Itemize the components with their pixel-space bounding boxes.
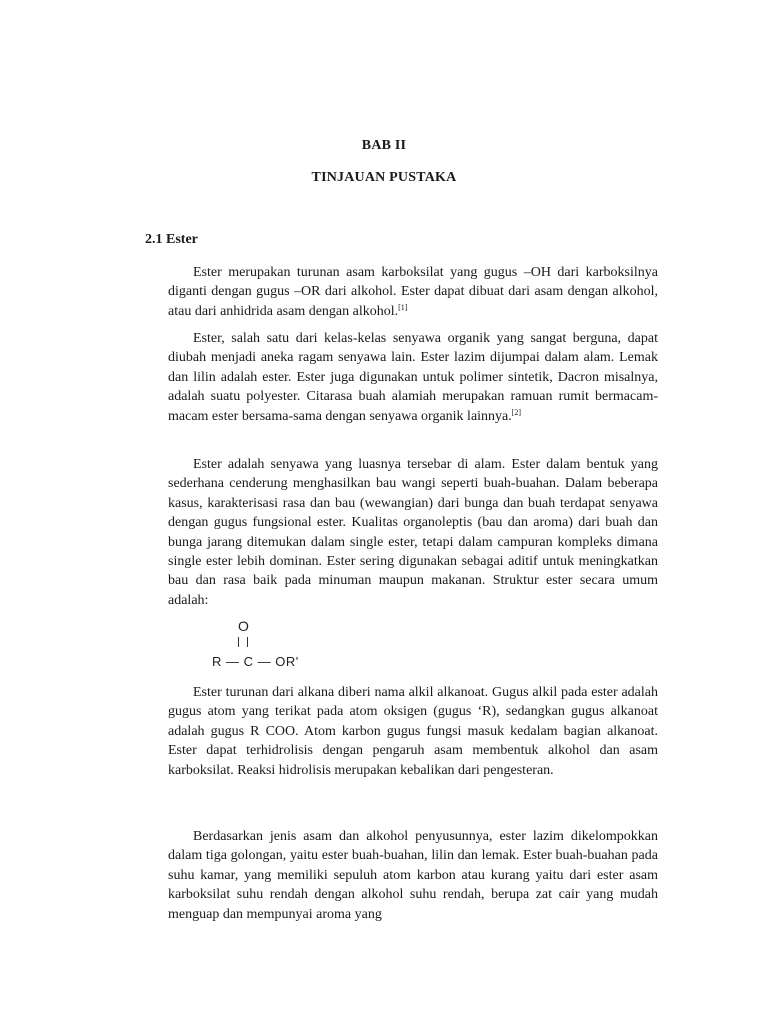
paragraph-2 xyxy=(168,329,658,426)
citation-ref: [1] xyxy=(398,302,408,312)
double-bond-icon xyxy=(238,637,248,647)
citation-ref: [2] xyxy=(511,407,522,417)
chapter-title: TINJAUAN PUSTAKA xyxy=(311,170,457,185)
chapter-number: BAB II xyxy=(361,138,407,153)
ester-structure-figure xyxy=(200,615,320,667)
paragraph-text: Ester merupakan turunan asam karboksilat yang gugus –OH dari karboksilnya diganti dengan gugus –OR dari alkohol. Ester dapat dibuat dari asam dengan alkohol, atau dari anhidrida asam dengan alkohol. xyxy=(168,265,658,319)
oxygen-atom-label: O xyxy=(238,618,249,634)
paragraph-text: Ester turunan dari alkana diberi nama alkil alkanoat. Gugus alkil pada ester adalah gugus atom yang terikat pada atom oksigen (gugus ‘R), sedangkan gugus alkanoat adalah gugus R COO. Atom karbon gugus fungsi masuk kedalam bagian alkanoat. Ester dapat terhidrolisis dengan pengaruh asam membentuk alkohol dan asam karboksilat. Reaksi hidrolisis merupakan kebalikan dari pengesteran. xyxy=(168,685,658,778)
section-heading: 2.1 Ester xyxy=(145,232,198,247)
paragraph-text: Ester, salah satu dari kelas-kelas senyawa organik yang sangat berguna, dapat diubah menjadi aneka ragam senyawa lain. Ester lazim dijumpai dalam alam. Lemak dan lilin adalah ester. Ester juga digunakan untuk polimer sintetik, Dacron misalnya, adalah suatu polyester. Citarasa buah alamiah merupakan ramuan rumit bermacam-macam ester bersama-sama dengan senyawa organik lainnya. xyxy=(168,331,658,424)
paragraph-3 xyxy=(168,455,658,610)
ester-chain-label: R — C — OR' xyxy=(212,655,299,667)
paragraph-5 xyxy=(168,827,658,924)
paragraph-text: Ester adalah senyawa yang luasnya tersebar di alam. Ester dalam bentuk yang sederhana cenderung menghasilkan bau wangi seperti buah-buahan. Dalam beberapa kasus, karakterisasi rasa dan bau (wewangian) dari bunga dan buah terdapat senyawa dengan gugus fungsional ester. Kualitas organoleptis (bau dan aroma) dari buah dan bunga jarang ditemukan dalam single ester, tetapi dalam campuran kompleks dimana single ester lebih dominan. Ester sering digunakan sebagai aditif untuk meningkatkan bau dan rasa baik pada minuman maupun makanan. Struktur ester secara umum adalah: xyxy=(168,457,658,608)
paragraph-text: Berdasarkan jenis asam dan alkohol penyusunnya, ester lazim dikelompokkan dalam tiga golongan, yaitu ester buah-buahan, lilin dan lemak. Ester buah-buahan pada suhu kamar, yang memiliki sepuluh atom karbon atau kurang yaitu dari ester asam karboksilat suhu rendah dengan alkohol suhu rendah, berupa zat cair yang mudah menguap dan mempunyai aroma yang xyxy=(168,829,658,922)
paragraph-4 xyxy=(168,683,658,780)
paragraph-1 xyxy=(168,263,658,321)
